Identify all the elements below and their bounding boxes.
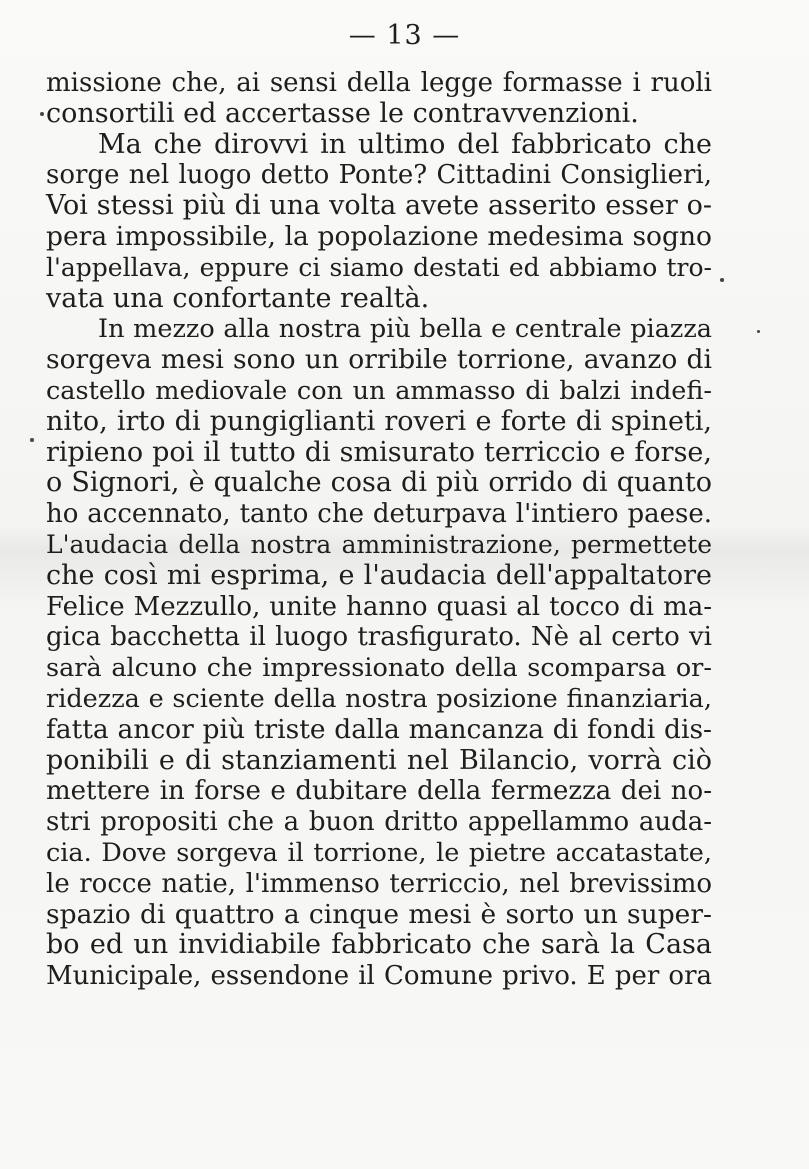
text-line: ridezza e sciente della nostra posizione finanziaria, (46, 683, 712, 714)
text-line: mettere in forse e dubitare della fermezza dei no- (46, 776, 712, 807)
text-line: L'audacia della nostra amministrazione, permettete (46, 529, 712, 559)
text-line: consortili ed accertasse le contravvenzioni. (46, 97, 639, 129)
text-line: le rocce natie, l'immenso terriccio, nel brevissimo (46, 868, 712, 899)
print-speck (720, 278, 724, 282)
text-line: missione che, ai sensi della legge formasse i ruoli (46, 68, 712, 98)
text-line: Felice Mezzullo, unite hanno quasi al tocco di ma- (46, 591, 712, 622)
text-line: pera impossibile, la popolazione medesima sogno (46, 220, 712, 252)
text-line: o Signori, è qualche cosa di più orrido di quanto (46, 467, 712, 499)
text-line: cia. Dove sorgeva il torrione, le pietre accatastate, (46, 837, 712, 868)
text-line: stri propositi che a buon dritto appellammo auda- (46, 807, 712, 838)
print-speck (30, 438, 34, 442)
text-line: ho accennato, tanto che deturpava l'intiero paese. (46, 499, 712, 530)
text-line: In mezzo alla nostra più bella e centrale piazza (98, 314, 712, 345)
text-line: gica bacchetta il luogo trasfigurato. Nè al certo vi (46, 622, 712, 653)
body-text (46, 68, 712, 992)
print-speck (40, 112, 44, 116)
text-line: spazio di quattro a cinque mesi è sorto un super- (46, 898, 712, 930)
text-line: sarà alcuno che impressionato della scomparsa or- (46, 653, 712, 684)
text-line: bo ed un invidiabile fabbricato che sarà la Casa (46, 929, 712, 961)
text-line: l'appellava, eppure ci siamo destati ed abbiamo tro- (46, 252, 712, 282)
text-line: fatta ancor più triste dalla mancanza di fondi dis- (46, 713, 712, 745)
text-line: sorge nel luogo detto Ponte? Cittadini Consiglieri, (46, 160, 712, 191)
text-line: ponibili e di stanziamenti nel Bilancio, vorrà ciò (46, 744, 712, 776)
text-line: castello mediovale con un ammasso di balzi indefi- (46, 375, 712, 406)
print-speck (757, 330, 760, 333)
text-line: sorgeva mesi sono un orribile torrione, avanzo di (46, 344, 712, 376)
text-line: ripieno poi il tutto di smisurato terriccio e forse, (46, 436, 712, 468)
text-line: che così mi esprima, e l'audacia dell'appaltatore (46, 559, 712, 591)
text-line: vata una confortante realtà. (46, 282, 430, 314)
text-line: Municipale, essendone il Comune privo. E per ora (46, 961, 712, 992)
page-number: — 13 — (348, 20, 461, 51)
text-line: Ma che dirovvi in ultimo del fabbricato che (98, 128, 712, 160)
text-line: nito, irto di pungiglianti roveri e forte di spineti, (46, 405, 712, 437)
text-line: Voi stessi più di una volta avete asserito esser o- (46, 190, 712, 222)
